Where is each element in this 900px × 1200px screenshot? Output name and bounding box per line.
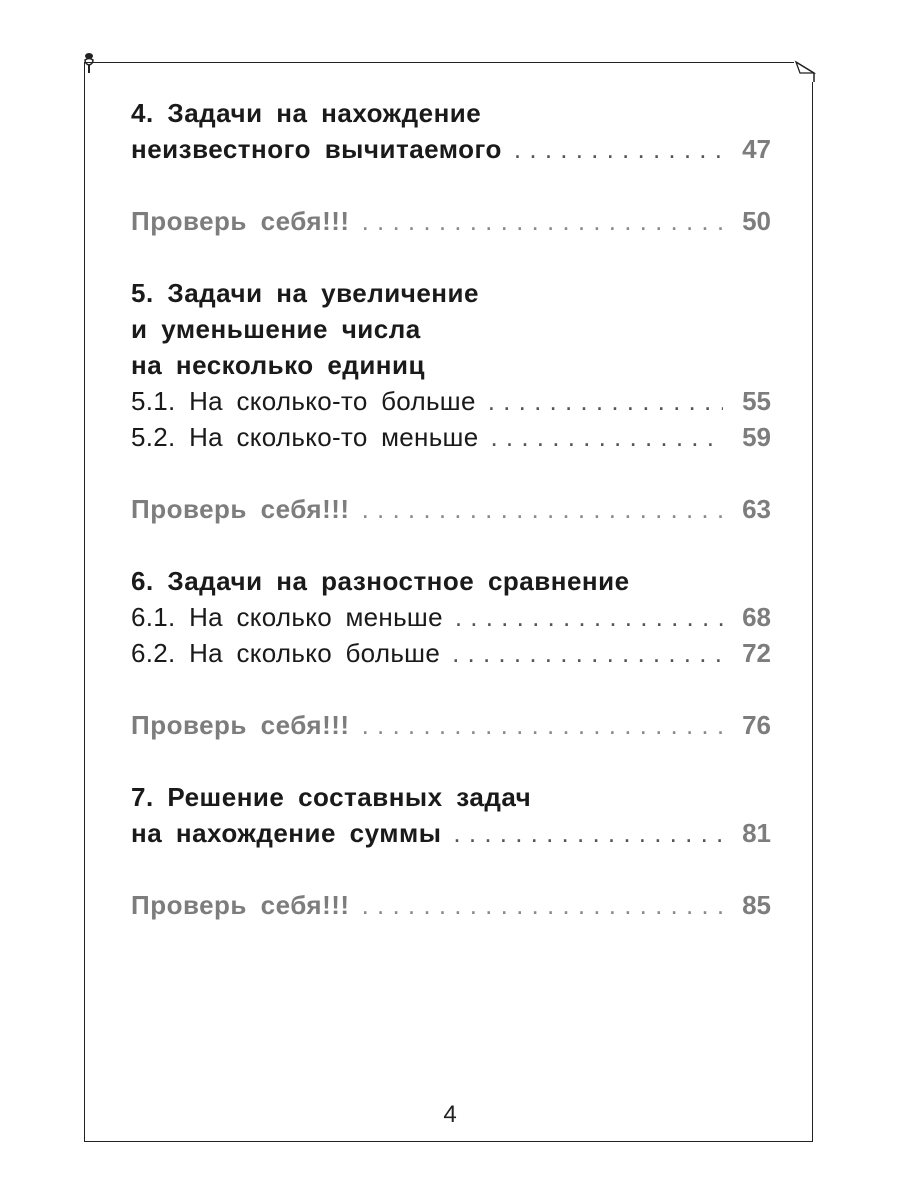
subsection-label: 6.2. На сколько больше: [131, 638, 441, 668]
toc-section-4-title-line-1[interactable]: [131, 95, 771, 131]
section-title: на нахождение суммы: [131, 818, 442, 848]
toc-section-7-title-line-1[interactable]: [131, 779, 771, 815]
dot-leader: [514, 131, 723, 167]
section-title: на несколько единиц: [131, 350, 425, 380]
toc-section-4-title-line-2[interactable]: [131, 131, 771, 167]
section-title: 6. Задачи на разностное сравнение: [131, 566, 630, 596]
section-title: неизвестного вычитаемого: [131, 134, 502, 164]
dot-leader: [362, 707, 723, 743]
page-ref: 47: [742, 134, 771, 164]
check-label: Проверь себя!!!: [131, 494, 350, 524]
toc-check-yourself-4[interactable]: [131, 203, 771, 239]
page-ref: 76: [742, 710, 771, 740]
dot-leader: [362, 887, 723, 923]
table-of-contents: [131, 95, 771, 923]
toc-section-6-title[interactable]: [131, 563, 771, 599]
toc-section-5-title-line-3[interactable]: [131, 347, 771, 383]
dot-leader: [488, 383, 723, 419]
page-ref: 72: [742, 638, 771, 668]
toc-subsection-6-2[interactable]: [131, 635, 771, 671]
dot-leader: [362, 203, 723, 239]
page-ref: 63: [742, 494, 771, 524]
toc-check-yourself-6[interactable]: [131, 707, 771, 743]
toc-check-yourself-5[interactable]: [131, 491, 771, 527]
check-label: Проверь себя!!!: [131, 710, 350, 740]
page-ref: 68: [742, 602, 771, 632]
page-ref: 59: [742, 422, 771, 452]
page-frame-top: [84, 62, 796, 63]
subsection-label: 6.1. На сколько меньше: [131, 602, 443, 632]
dot-leader: [362, 491, 723, 527]
toc-check-yourself-7[interactable]: [131, 887, 771, 923]
section-title: и уменьшение числа: [131, 314, 421, 344]
page-corner-fold-icon: [794, 60, 816, 82]
section-title: 5. Задачи на увеличение: [131, 278, 479, 308]
check-label: Проверь себя!!!: [131, 890, 350, 920]
section-title: 4. Задачи на нахождение: [131, 98, 482, 128]
dot-leader: [455, 599, 723, 635]
section-title: 7. Решение составных задач: [131, 782, 532, 812]
toc-subsection-5-1[interactable]: [131, 383, 771, 419]
toc-section-7-title-line-2[interactable]: [131, 815, 771, 851]
dot-leader: [453, 815, 723, 851]
page-ref: 85: [742, 890, 771, 920]
dot-leader: [452, 635, 723, 671]
toc-subsection-6-1[interactable]: [131, 599, 771, 635]
subsection-label: 5.1. На сколько-то больше: [131, 386, 476, 416]
page-ref: 50: [742, 206, 771, 236]
page-ref: 55: [742, 386, 771, 416]
check-label: Проверь себя!!!: [131, 206, 350, 236]
page-ref: 81: [742, 818, 771, 848]
toc-subsection-5-2[interactable]: [131, 419, 771, 455]
dot-leader: [490, 419, 723, 455]
page-number: 4: [443, 1101, 457, 1128]
subsection-label: 5.2. На сколько-то меньше: [131, 422, 479, 452]
toc-section-5-title-line-1[interactable]: [131, 275, 771, 311]
toc-section-5-title-line-2[interactable]: [131, 311, 771, 347]
